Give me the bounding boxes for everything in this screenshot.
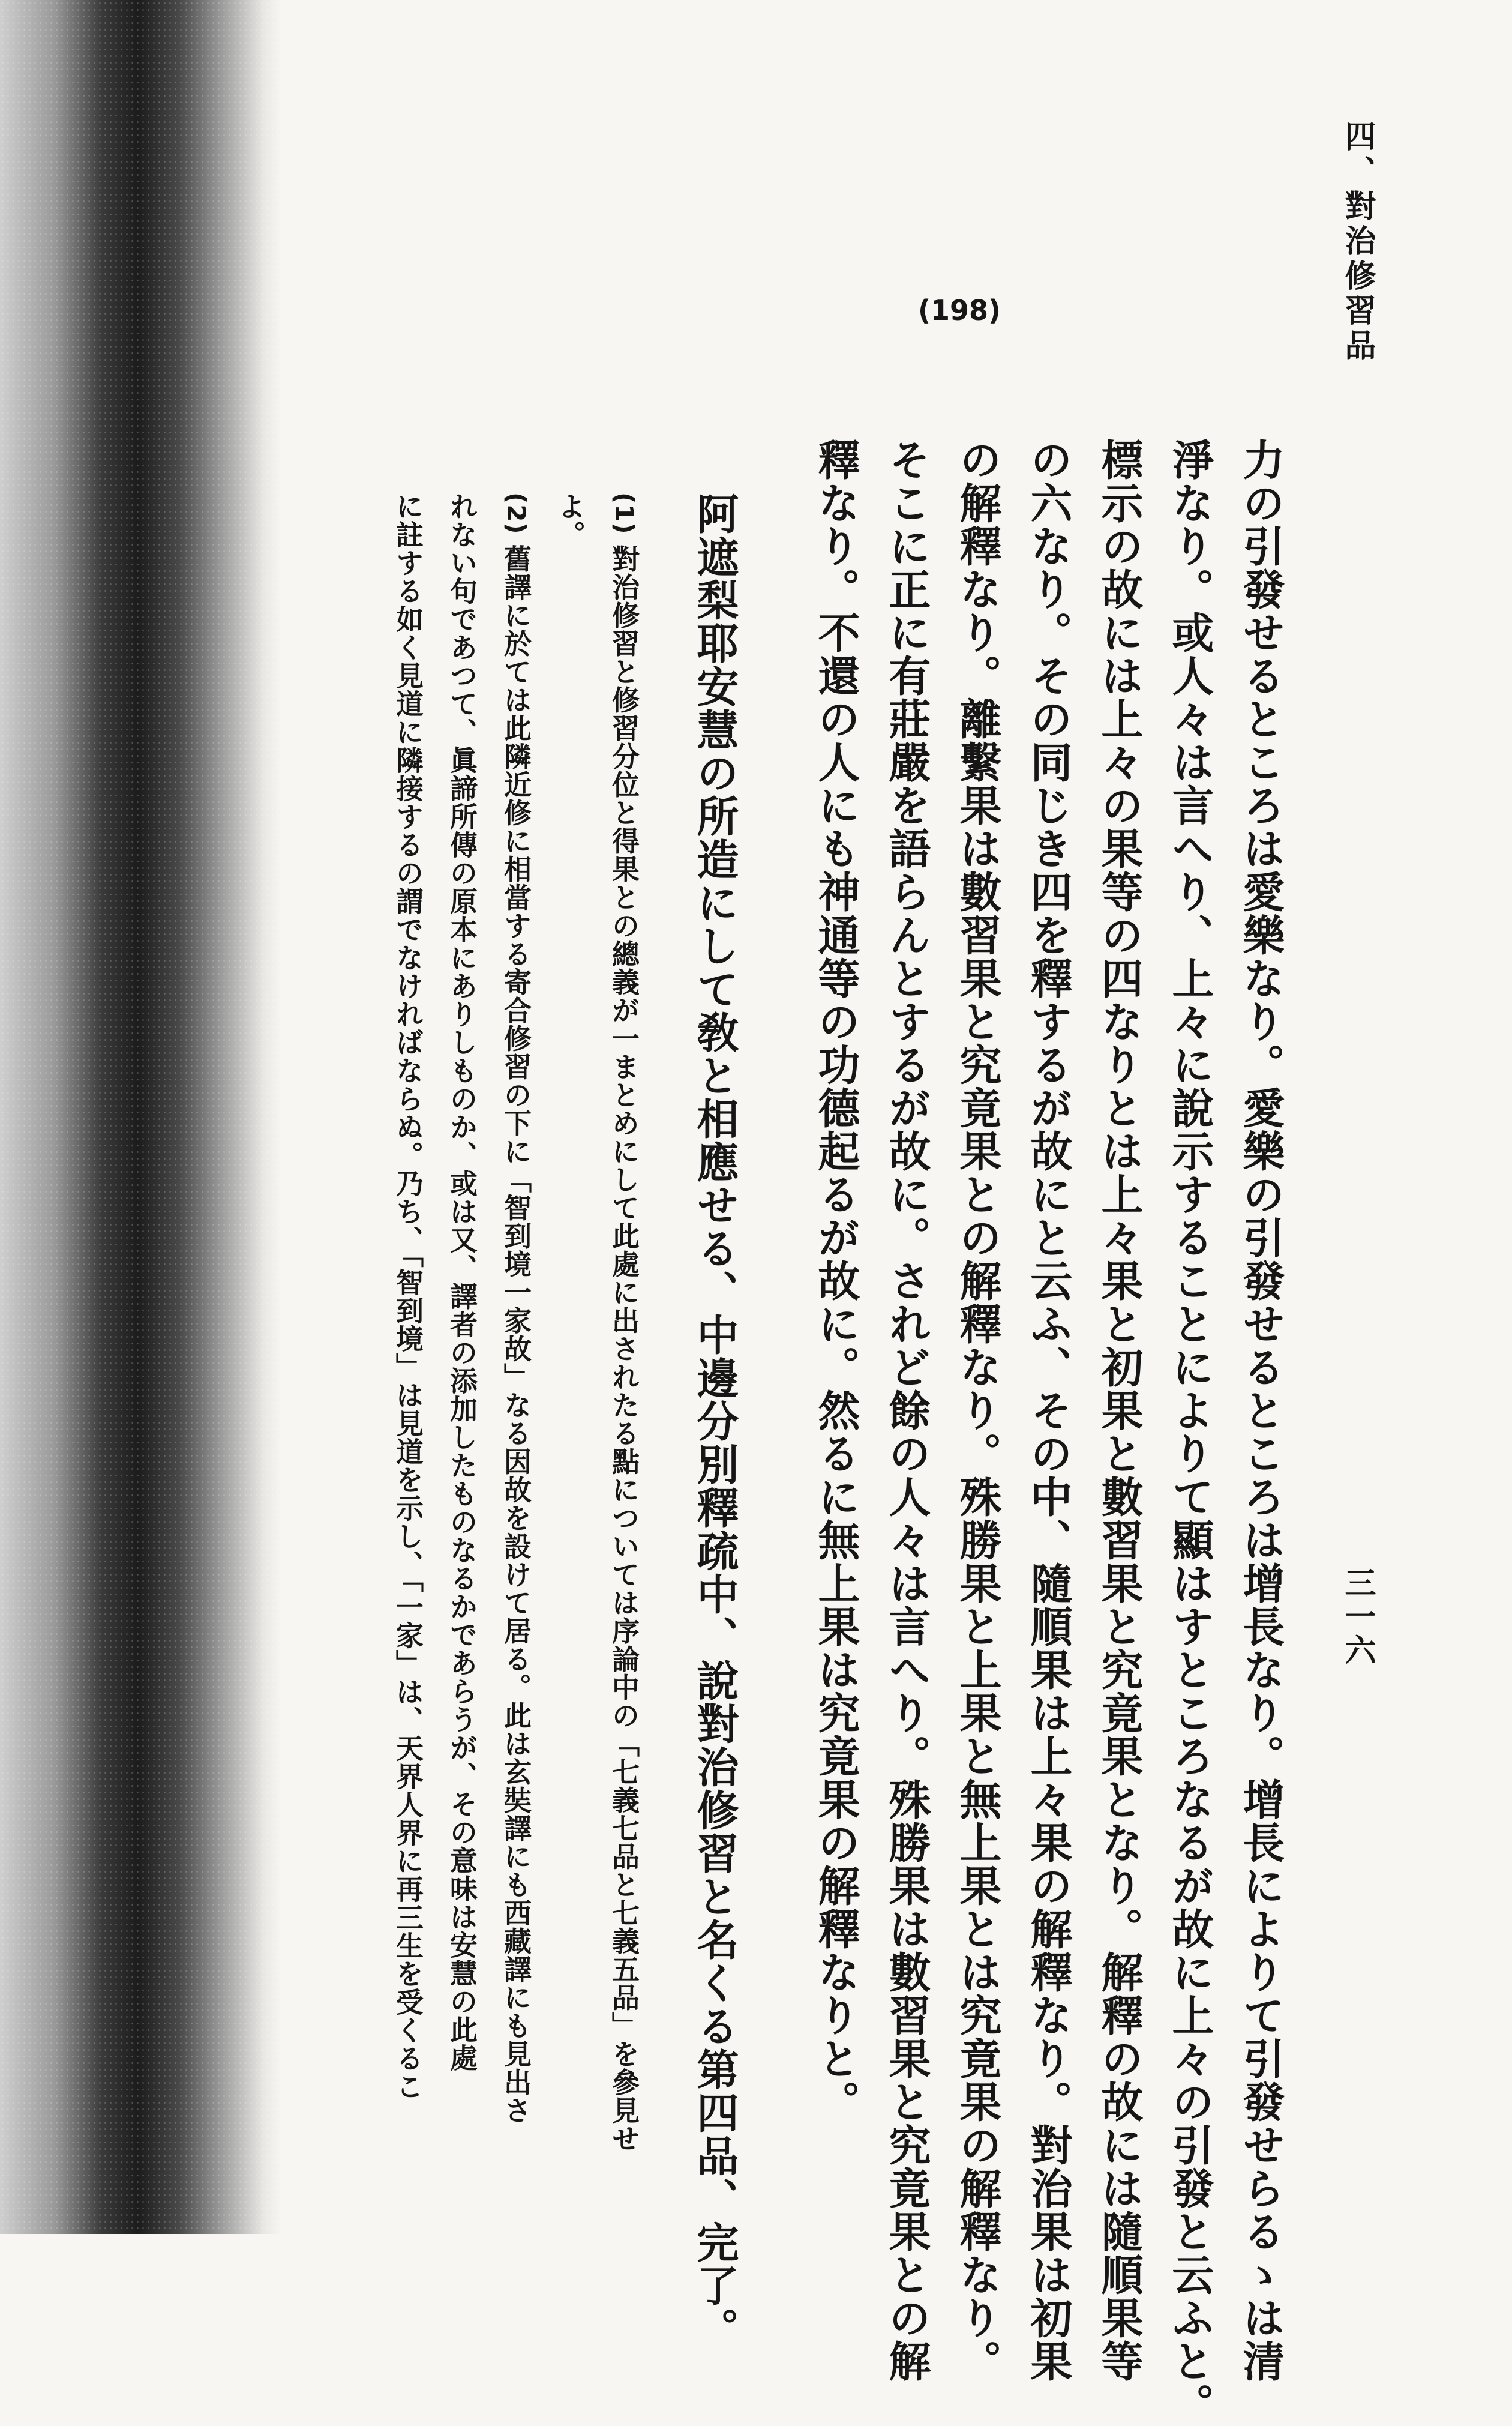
main-body-text — [800, 438, 1296, 2426]
footnote-text: れない句であつて、眞諦所傳の原本にありしものか、或は又、譯者の添加したものなるかであらうが、その意味は安慧の此處 — [446, 492, 478, 2072]
page-number: (198) — [918, 294, 1001, 327]
footnote-text: に註する如く見道に隣接するの謂でなければならぬ。乃ち、「智到境」は見道を示し、「一家」は、天界人界に再三生を受くるこ — [392, 492, 424, 2101]
body-line: 釋なり。不還の人にも神通等の功德起るが故に。然るに無上果は究竟果の解釋なりと。 — [811, 438, 861, 2124]
body-line: 力の引發せるところは愛樂なり。愛樂の引發せるところは增長なり。增長によりて引發せらるゝは清 — [1236, 438, 1286, 2383]
footnote-2 — [489, 492, 543, 2173]
footnote-1-continued — [543, 492, 597, 2173]
body-line: 淨なり。或人々は言へり、上々に說示することによりて顯はすところなるが故に上々の引發と云ふと。 — [1165, 438, 1215, 2426]
body-line: の六なり。その同じき四を釋するが故にと云ふ、その中、隨順果は上々果の解釋なり。對治果は初果 — [1024, 438, 1073, 2383]
scan-noise — [0, 0, 282, 2234]
footnote-text: 舊譯に於ては此隣近修に相當する寄合修習の下に「智到境一家故」なる因故を設けて居る。此は玄奘譯にも西藏譯にも見出さ — [500, 544, 532, 2125]
book-page — [318, 78, 1452, 2426]
body-line: そこに正に有莊嚴を語らんとするが故に。されど餘の人々は言へり。殊勝果は數習果と究竟果との解 — [882, 438, 932, 2383]
footnote-marker: (1) — [610, 492, 639, 535]
chapter-colophon: 阿遮梨耶安慧の所造にして敎と相應せる、中邊分別釋疏中、說對治修習と名くる第四品、完了。 — [690, 492, 740, 2350]
footnote-2-continued — [435, 492, 489, 2173]
running-header-folio: 三一六 — [1339, 1567, 1376, 1667]
body-line: の解釋なり。離繫果は數習果と究竟果との解釋なり。殊勝果と上果と無上果とは究竟果の解釋なり。 — [953, 438, 1003, 2383]
footnote-1 — [597, 492, 651, 2173]
footnote-marker: (2) — [502, 492, 531, 535]
body-line: 標示の故には上々の果等の四なりとは上々果と初果と數習果と究竟果となり。解釋の故には隨順果等 — [1094, 438, 1144, 2383]
footnotes — [381, 492, 651, 2173]
footnote-2-continued — [381, 492, 435, 2173]
running-header-title: 四、對治修習品 — [1339, 120, 1376, 364]
footnote-text: よ。 — [554, 492, 586, 549]
footnote-text: 對治修習と修習分位と得果との總義が一まとめにして此處に出されたる點については序論中の「七義七品と七義五品」を參見せ — [608, 544, 640, 2153]
